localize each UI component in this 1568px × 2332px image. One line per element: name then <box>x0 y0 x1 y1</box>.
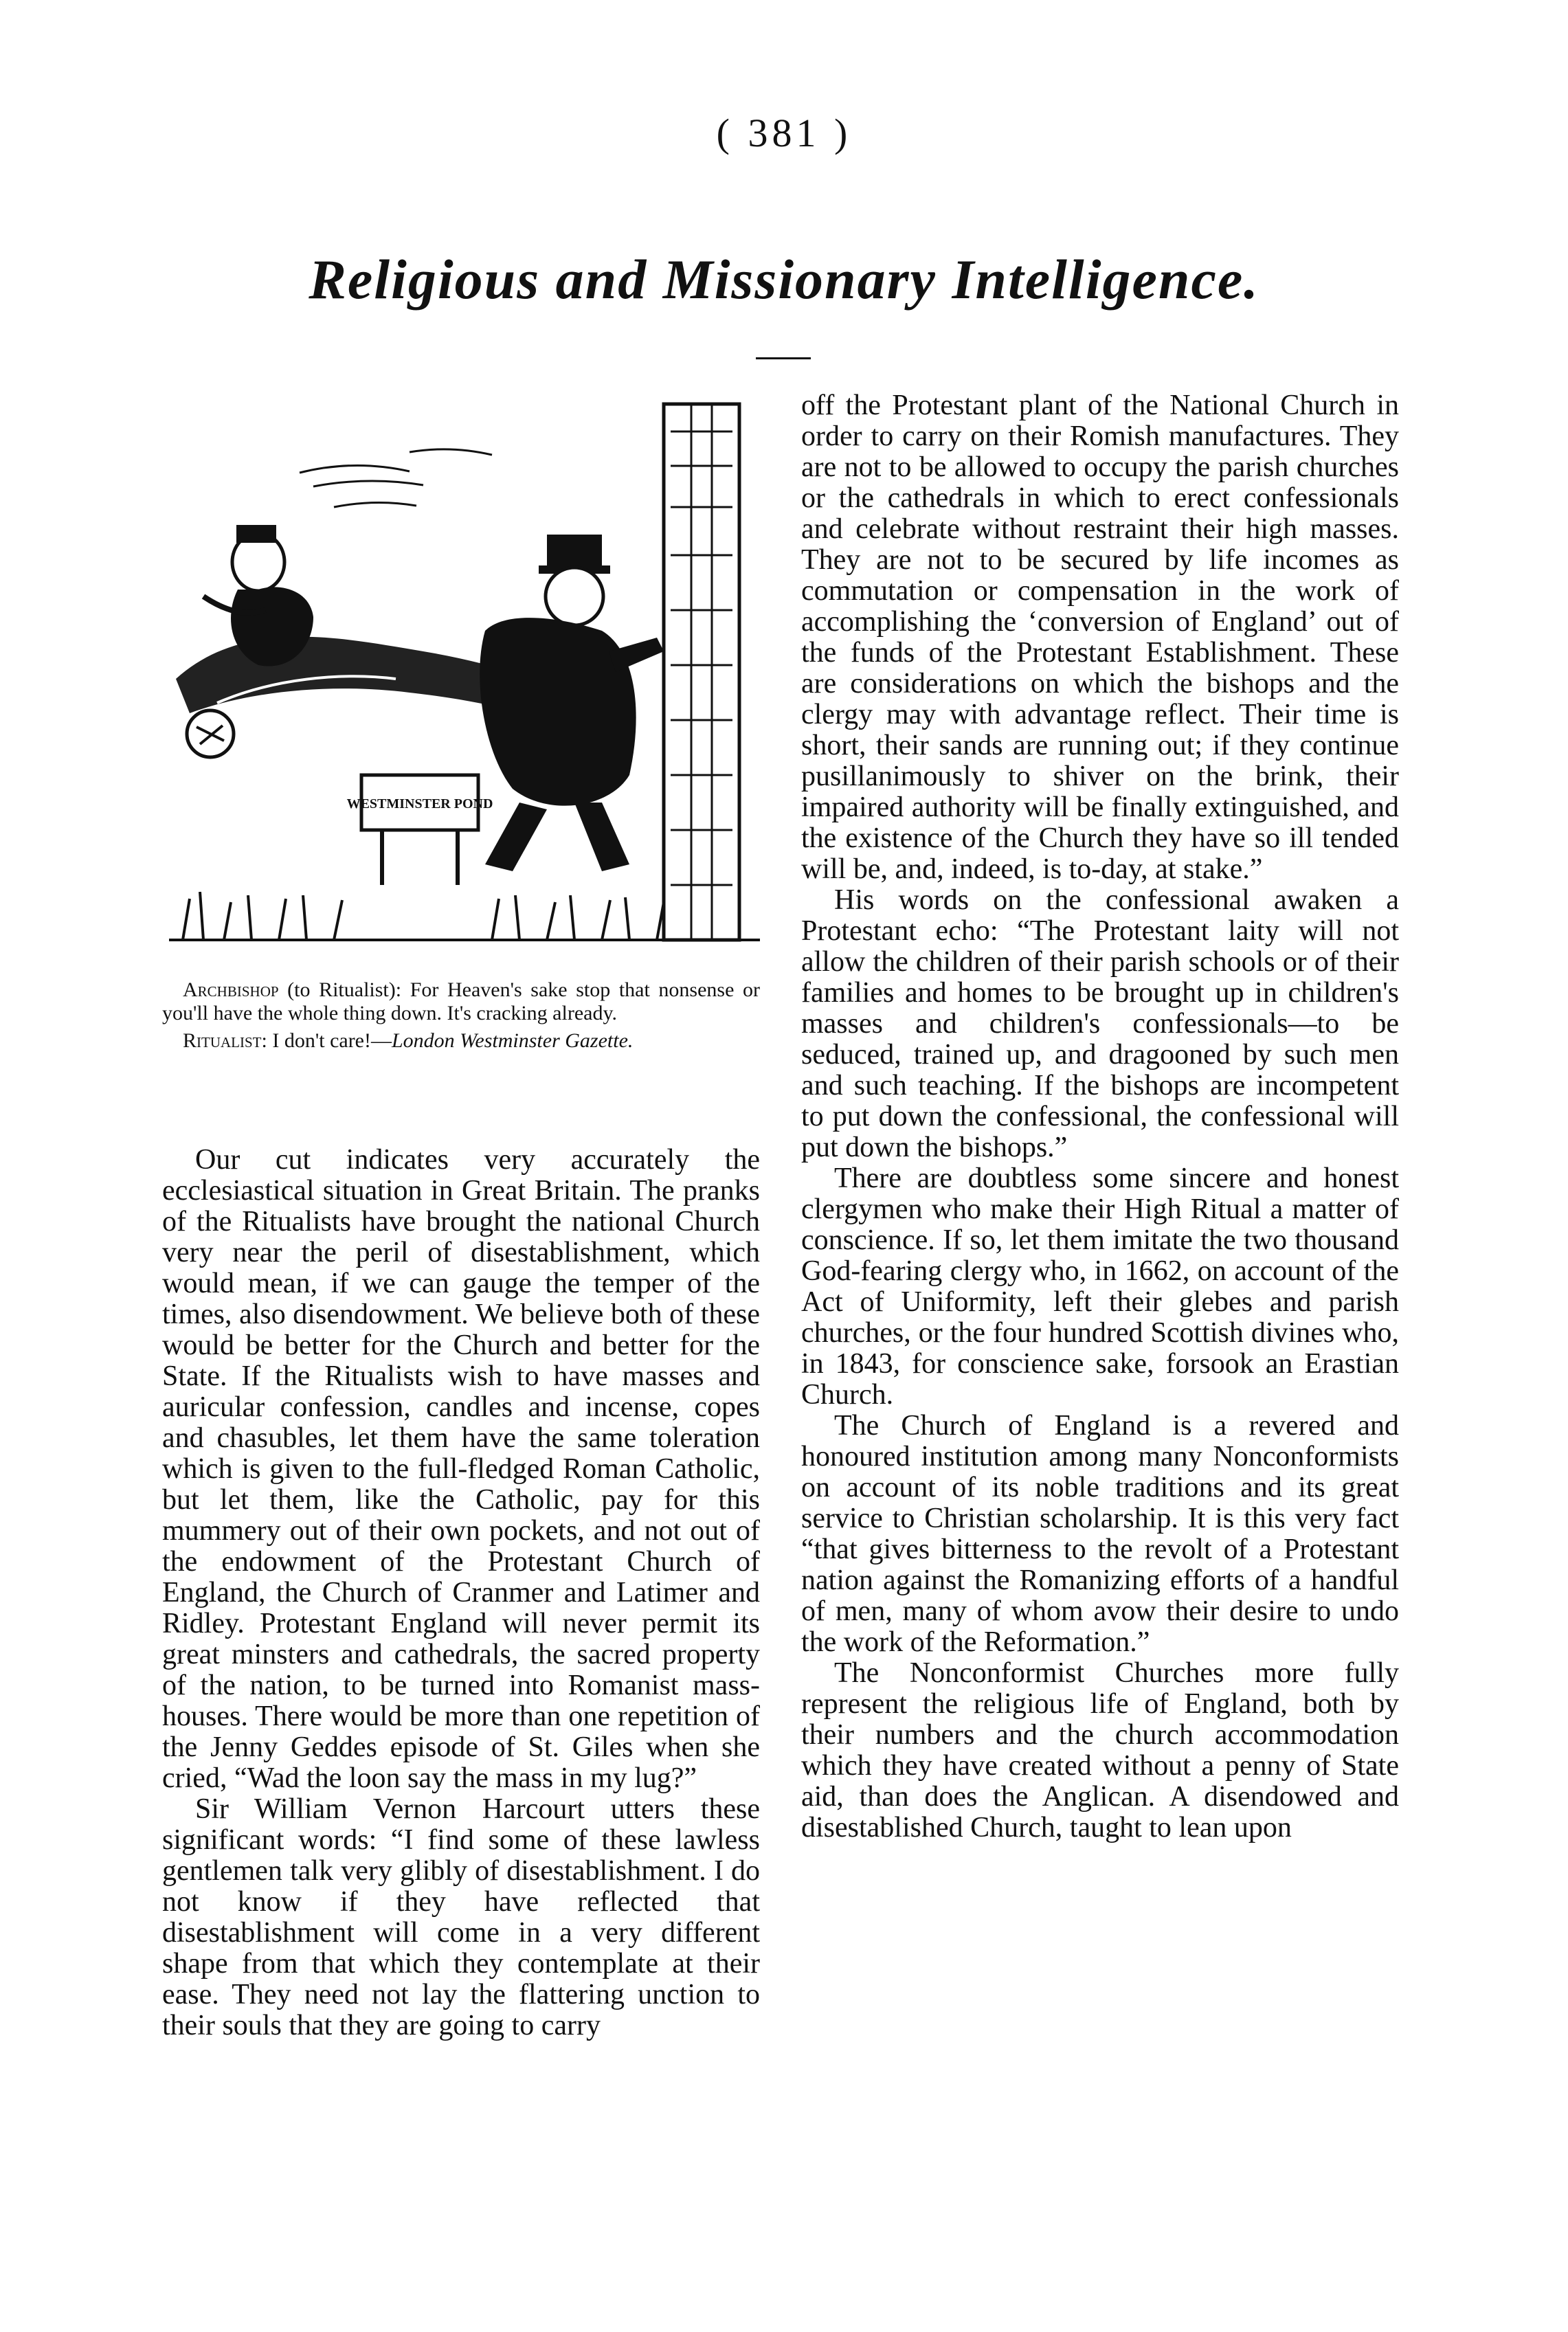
title-divider <box>756 357 811 359</box>
pond-sign-text: WESTMINSTER POND <box>346 796 493 811</box>
caption-speaker-2: Ritualist <box>183 1029 262 1052</box>
caption-line-1 <box>162 978 760 1025</box>
page-title: Religious and Missionary Intelligence. <box>309 248 1259 311</box>
page-number: ( 381 ) <box>716 111 852 155</box>
cartoon-caption <box>162 978 760 1057</box>
left-paragraph-2: Sir William Vernon Harcourt utters these significant words: “I find some of these lawless gentlemen talk very glibly of disestablishment. I do not know if they have reflected that disestablishment will come in a very different shape from that which they contemplate at their ease. They need not lay the flattering unction to their souls that they are going to carry <box>162 1793 760 2041</box>
pond-sign <box>347 775 493 885</box>
left-column <box>162 1145 760 2041</box>
left-paragraph-1: Our cut indicates very accurately the ecclesiastical situation in Great Britain. The pranks of the Ritualists have brought the national Church very near the peril of disestablishment, which would mean, if we can gauge the temper of the times, also disendowment. We believe both of these would be better for the Church and better for the State. If the Ritualists wish to have masses and auricular confession, candles and incense, copes and chasubles, let them have the same toleration which is given to the full-fledged Roman Catholic, but let them, like the Catholic, pay for this mummery out of their own pockets, and not out of the endowment of the Protestant Church of England, the Church of Cranmer and Latimer and Ridley. Protestant England will never permit its great minsters and cathedrals, the sacred property of the nation, to be turned into Romanist mass-houses. There would be more than one repetition of the Jenny Geddes episode of St. Giles when she cried, “Wad the loon say the mass in my lug?” <box>162 1144 760 1794</box>
caption-text-1: (to Ritualist): For Heaven's sake stop that nonsense or you'll have the whole thing down. It's cracking already. <box>162 978 760 1024</box>
right-paragraph-1: off the Protestant plant of the National Church in order to carry on their Romish manufactures. They are not to be allowed to occupy the parish churches or the cathedrals in which to erect confessionals and celebrate without restraint their high masses. They are not to be secured by life incomes as commutation or compensation in the work of accomplishing the ‘conversion of England’ out of the funds of the Protestant Establishment. These are considerations on which the bishops and the clergy may with advantage reflect. Their time is short, their sands are running out; if they continue pusillanimously to shiver on the brink, their impaired authority will be finally extinguished, and the existence of the Church they have so ill tended will be, and, indeed, is to-day, at stake.” <box>801 390 1399 885</box>
caption-source: London Westminster Gazette. <box>392 1029 634 1052</box>
right-paragraph-2: His words on the confessional awaken a Protestant echo: “The Protestant laity will not allow the children of their parish schools or of their families and homes to be brought up in children's masses and children's confessionals—to be seduced, trained up, and dragooned by such men and such teaching. If the bishops are incompetent to put down the confessional, the confessional will put down the bishops.” <box>801 884 1399 1163</box>
cartoon-wall <box>664 404 739 940</box>
caption-text-2: : I don't care!— <box>261 1029 392 1052</box>
right-paragraph-4: The Church of England is a revered and honoured institution among many Nonconformists on account of its noble traditions and its great service to Christian scholarship. It is this very fact “that gives bitterness to the revolt of a Protestant nation against the Romanizing efforts of a handful of men, many of whom avow their desire to undo the work of the Reformation.” <box>801 1410 1399 1658</box>
caption-line-2 <box>162 1029 760 1053</box>
right-paragraph-5: The Nonconformist Churches more fully represent the religious life of England, both by their numbers and the church accommodation which they have created without a penny of State aid, than does the Anglican. A disendowed and disestablished Church, taught to lean upon <box>801 1657 1399 1843</box>
cartoon-illustration <box>162 390 767 967</box>
archbishop-figure <box>187 525 313 757</box>
ritualist-figure <box>480 535 664 871</box>
right-column <box>801 390 1399 1843</box>
right-paragraph-3: There are doubtless some sincere and honest clergymen who make their High Ritual a matter of conscience. If so, let them imitate the two thousand God-fearing clergy who, in 1662, on account of the Act of Uniformity, left their glebes and parish churches, or the four hundred Scottish divines who, in 1843, for conscience sake, forsook an Erastian Church. <box>801 1163 1399 1411</box>
caption-speaker-1: Archbishop <box>183 978 279 1001</box>
